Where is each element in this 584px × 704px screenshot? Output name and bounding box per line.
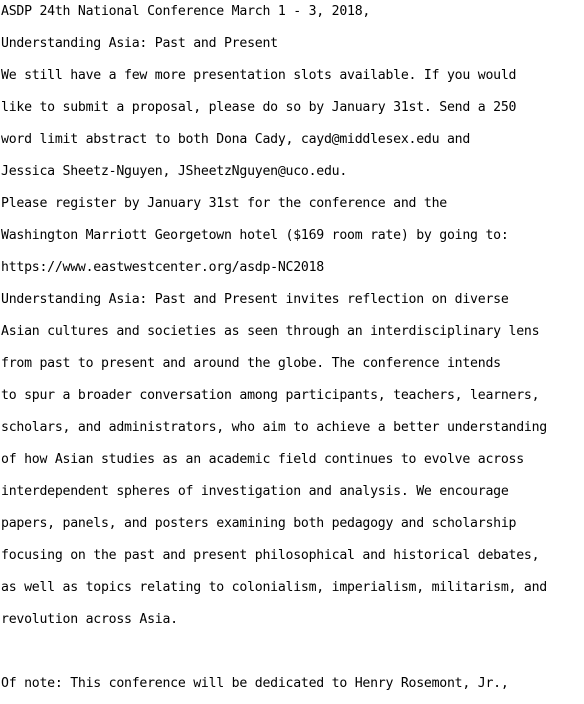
paragraph-line: from past to present and around the globe. The conference intends [1,356,501,371]
paragraph-line: revolution across Asia. [1,612,178,627]
paragraph-line: Jessica Sheetz-Nguyen, JSheetzNguyen@uco.edu. [1,164,348,179]
proposal-paragraph [1,64,583,192]
paragraph-line: Asian cultures and societies as seen through an interdisciplinary lens [1,324,540,339]
paragraph-line: word limit abstract to both Dona Cady, cayd@middlesex.edu and [1,132,471,147]
paragraph-spacer [1,640,583,672]
paragraph-line: scholars, and administrators, who aim to achieve a better understanding [1,420,547,435]
paragraph-line: of how Asian studies as an academic field continues to evolve across [1,452,524,467]
paragraph-line: papers, panels, and posters examining both pedagogy and scholarship [1,516,517,531]
paragraph-line: Understanding Asia: Past and Present invites reflection on diverse [1,292,509,307]
paragraph-line: Of note: This conference will be dedicated to Henry Rosemont, Jr., [1,676,509,691]
paragraph-line: to spur a broader conversation among participants, teachers, learners, [1,388,540,403]
paragraph-line: like to submit a proposal, please do so by January 31st. Send a 250 [1,100,517,115]
paragraph-line: interdependent spheres of investigation and analysis. We encourage [1,484,509,499]
registration-url: https://www.eastwestcenter.org/asdp-NC2018 [1,260,324,275]
conference-heading [1,0,583,64]
paragraph-line: focusing on the past and present philosophical and historical debates, [1,548,540,563]
paragraph-line: We still have a few more presentation slots available. If you would [1,68,517,83]
heading-line: Understanding Asia: Past and Present [1,36,278,51]
description-paragraph [1,288,583,640]
paragraph-line: Washington Marriott Georgetown hotel ($169 room rate) by going to: [1,228,509,243]
paragraph-line: Please register by January 31st for the conference and the [1,196,447,211]
registration-paragraph [1,192,583,288]
paragraph-line: as well as topics relating to colonialism, imperialism, militarism, and [1,580,547,595]
document-body [1,0,583,704]
note-paragraph [1,672,583,704]
heading-line: ASDP 24th National Conference March 1 - 3, 2018, [1,4,371,19]
